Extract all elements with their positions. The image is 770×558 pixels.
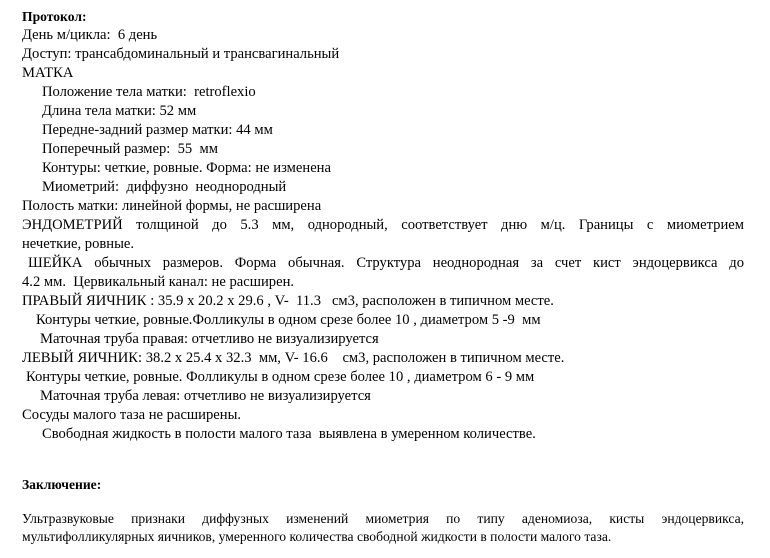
conclusion-heading: Заключение: bbox=[22, 477, 102, 492]
report-line-cervix: ШЕЙКА обычных размеров. Форма обычная. Структура неоднородная за счет кист эндоцервикса до bbox=[28, 255, 744, 271]
report-line-left-tube: Маточная труба левая: отчетливо не визуализируется bbox=[40, 388, 371, 404]
report-line-left-ovary: ЛЕВЫЙ ЯИЧНИК: 38.2 х 25.4 х 32.3 мм, V- 16.6 см3, расположен в типичном месте. bbox=[22, 350, 565, 366]
report-line-left-ovary-contours: Контуры четкие, ровные. Фолликулы в одном срезе более 10 , диаметром 6 - 9 мм bbox=[26, 369, 535, 385]
report-line-right-tube: Маточная труба правая: отчетливо не визуализируется bbox=[40, 331, 379, 347]
protocol-heading: Протокол: bbox=[22, 9, 87, 24]
report-line-cycle-day: День м/цикла: 6 день bbox=[22, 27, 158, 43]
conclusion-line-1: Ультразвуковые признаки диффузных изменений миометрия по типу аденомиоза, кисты эндоцервикса, bbox=[22, 511, 744, 526]
report-line-uterus-length: Длина тела матки: 52 мм bbox=[42, 103, 197, 119]
report-line-endometrium: ЭНДОМЕТРИЙ толщиной до 5.3 мм, однородный, соответствует дню м/ц. Границы с миометрием bbox=[22, 217, 744, 233]
report-line-free-fluid: Свободная жидкость в полости малого таза выявлена в умеренном количестве. bbox=[42, 426, 536, 442]
report-line-pelvic-vessels: Сосуды малого таза не расширены. bbox=[22, 407, 242, 423]
report-line-cervix-cont: 4.2 мм. Цервикальный канал: не расширен. bbox=[22, 274, 295, 290]
report-line-access: Доступ: трансабдоминальный и трансвагинальный bbox=[22, 46, 340, 62]
report-line-uterus-ap-size: Передне-задний размер матки: 44 мм bbox=[42, 122, 273, 138]
report-line-right-ovary: ПРАВЫЙ ЯИЧНИК : 35.9 х 20.2 х 29.6 , V- 11.3 см3, расположен в типичном месте. bbox=[22, 293, 554, 309]
report-line-uterus-transverse: Поперечный размер: 55 мм bbox=[42, 141, 219, 157]
report-line-uterus-position: Положение тела матки: retroflexio bbox=[42, 84, 256, 100]
report-line-uterus-heading: МАТКА bbox=[22, 65, 74, 81]
conclusion-line-2: мультифолликулярных яичников, умеренного количества свободной жидкости в полости малого таза. bbox=[22, 529, 612, 544]
report-line-endometrium-cont: нечеткие, ровные. bbox=[22, 236, 135, 252]
report-line-myometrium: Миометрий: диффузно неоднородный bbox=[42, 179, 287, 195]
report-line-uterus-contours: Контуры: четкие, ровные. Форма: не изменена bbox=[42, 160, 331, 176]
report-line-right-ovary-contours: Контуры четкие, ровные.Фолликулы в одном срезе более 10 , диаметром 5 -9 мм bbox=[36, 312, 541, 328]
report-line-uterine-cavity: Полость матки: линейной формы, не расширена bbox=[22, 198, 322, 214]
